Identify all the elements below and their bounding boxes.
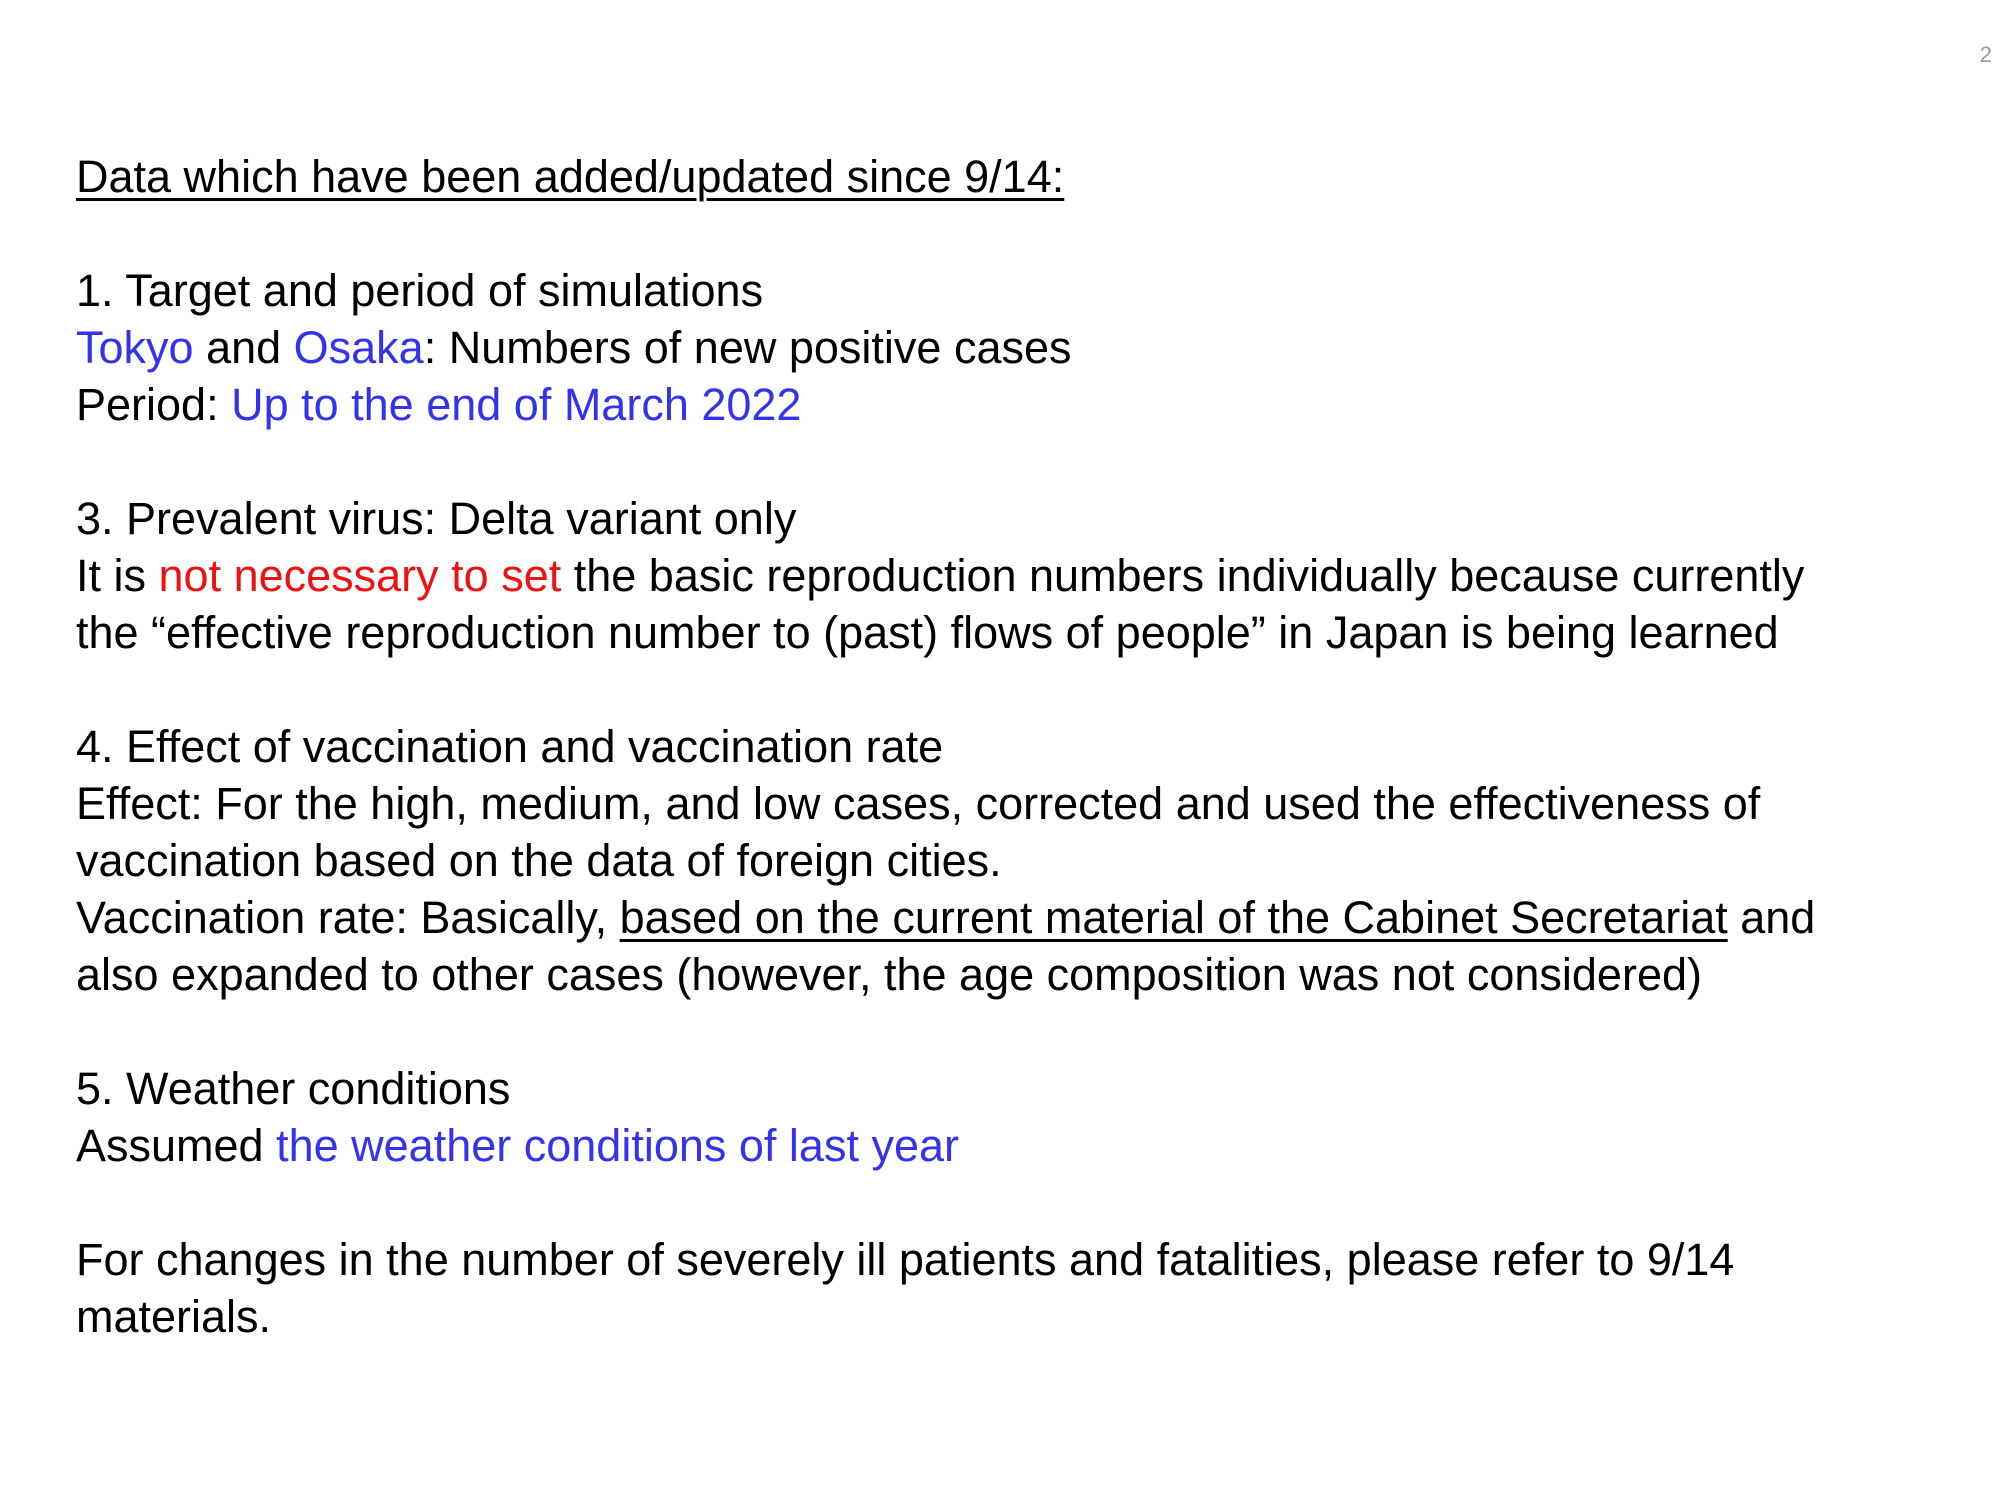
section1-target-line <box>76 319 1976 376</box>
spacer <box>76 1174 1976 1231</box>
spacer <box>76 1003 1976 1060</box>
spacer <box>76 433 1976 490</box>
section5-title: 5. Weather conditions <box>76 1063 511 1114</box>
section3-title: 3. Prevalent virus: Delta variant only <box>76 493 797 544</box>
heading: Data which have been added/updated since 9/14: <box>76 151 1065 202</box>
rate-pre: Vaccination rate: Basically, <box>76 892 620 943</box>
heading-line <box>76 148 1976 205</box>
assumed-text: Assumed <box>76 1120 277 1171</box>
spacer <box>76 661 1976 718</box>
section4-effect-line1: Effect: For the high, medium, and low cases, corrected and used the effectiveness of <box>76 778 1761 829</box>
period-label: Period: <box>76 379 232 430</box>
rate-underlined: based on the current material of the Cabinet Secretariat <box>619 892 1728 943</box>
section5-weather-line <box>76 1117 1976 1174</box>
tokyo-text: Tokyo <box>76 322 194 373</box>
osaka-text: Osaka <box>293 322 424 373</box>
section4-effect-line2: vaccination based on the data of foreign cities. <box>76 835 1002 886</box>
spacer <box>76 205 1976 262</box>
rate-post: and <box>1727 892 1816 943</box>
section3-line1-post: the basic reproduction numbers individually because currently <box>561 550 1805 601</box>
page-number: 2 <box>1979 42 1992 67</box>
section1-period-line <box>76 376 1976 433</box>
section3-line2: the “effective reproduction number to (past) flows of people” in Japan is being learned <box>76 607 1779 658</box>
section4-rate-line1 <box>76 889 1976 946</box>
and-text: and <box>193 322 294 373</box>
section4-title: 4. Effect of vaccination and vaccination rate <box>76 721 944 772</box>
section1-title: 1. Target and period of simulations <box>76 265 764 316</box>
footer-note-line2: materials. <box>76 1291 272 1342</box>
period-value: Up to the end of March 2022 <box>231 379 802 430</box>
section3-line1 <box>76 547 1976 604</box>
section4-rate-line2: also expanded to other cases (however, the age composition was not considered) <box>76 949 1702 1000</box>
slide-content <box>76 148 1976 1345</box>
weather-value: the weather conditions of last year <box>276 1120 959 1171</box>
target-rest-text: : Numbers of new positive cases <box>423 322 1072 373</box>
section3-line1-pre: It is <box>76 550 159 601</box>
not-necessary-text: not necessary to set <box>158 550 562 601</box>
footer-note-line1: For changes in the number of severely ill patients and fatalities, please refer to 9/14 <box>76 1234 1735 1285</box>
